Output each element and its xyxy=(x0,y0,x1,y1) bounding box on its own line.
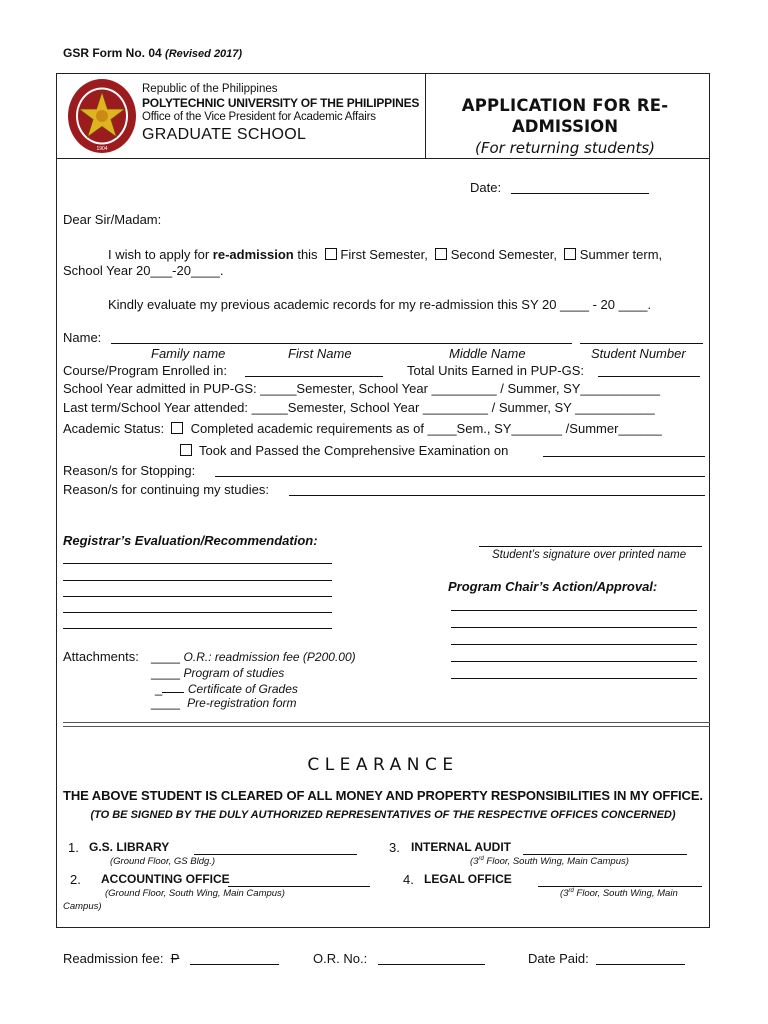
form-title-line1: APPLICATION FOR RE- xyxy=(461,96,669,115)
registrar-evaluation-label: Registrar’s Evaluation/Recommendation: xyxy=(63,533,318,548)
chair-line-1[interactable] xyxy=(451,610,697,611)
salutation: Dear Sir/Madam: xyxy=(63,212,162,227)
form-subtitle: (For returning students) xyxy=(474,139,656,157)
registrar-line-2[interactable] xyxy=(63,580,332,581)
sy-admitted-row[interactable]: School Year admitted in PUP-GS: _____Semester, School Year _________ / Summer, SY___________ xyxy=(63,381,660,396)
office-name: Office of the Vice President for Academic Affairs xyxy=(142,111,376,123)
student-number-caption: Student Number xyxy=(591,346,686,361)
total-units-field[interactable] xyxy=(598,376,700,377)
school-name: GRADUATE SCHOOL xyxy=(142,126,307,143)
first-semester-checkbox[interactable] xyxy=(325,248,337,260)
comprehensive-exam-row xyxy=(180,443,508,458)
student-number-field[interactable] xyxy=(580,343,703,344)
date-paid-field[interactable] xyxy=(596,964,685,965)
registrar-line-1[interactable] xyxy=(63,563,332,564)
student-signature-field[interactable] xyxy=(479,546,702,547)
reason-stopping-field[interactable] xyxy=(215,476,705,477)
evaluate-sentence: Kindly evaluate my previous academic records for my re-admission this SY 20 ____ - 20 ____. xyxy=(108,297,652,312)
peso-sign: P xyxy=(170,951,180,966)
university-name: POLYTECHNIC UNIVERSITY OF THE PHILIPPINES xyxy=(142,96,420,110)
readmission-fee-label: Readmission fee: P xyxy=(63,951,180,966)
attachment-pre-registration[interactable]: ____ Pre-registration form xyxy=(151,695,297,710)
course-label: Course/Program Enrolled in: xyxy=(63,363,228,378)
readmission-fee-field[interactable] xyxy=(190,964,279,965)
attachments-label: Attachments: xyxy=(63,649,139,664)
date-label: Date: xyxy=(470,180,502,195)
date-field[interactable] xyxy=(511,193,649,194)
date-paid-label: Date Paid: xyxy=(528,951,589,966)
name-label: Name: xyxy=(63,330,102,345)
seal-year: 1904 xyxy=(96,146,108,152)
attachment-or-fee[interactable]: ____ O.R.: readmission fee (P200.00) xyxy=(151,649,356,664)
office4-number: 4. xyxy=(403,872,414,887)
comprehensive-exam-date-field[interactable] xyxy=(543,456,705,457)
or-number-label: O.R. No.: xyxy=(313,951,368,966)
apply-sentence: I wish to apply for re-admission this First Semester, Second Semester, Summer term, xyxy=(108,247,663,262)
completed-requirements-label: Completed academic requirements as of ____Sem., SY_______ /Summer______ xyxy=(190,421,662,436)
clearance-title: CLEARANCE xyxy=(307,755,459,775)
last-term-row[interactable]: Last term/School Year attended: _____Semester, School Year _________ / Summer, SY ___________ xyxy=(63,400,655,415)
chair-line-5[interactable] xyxy=(451,678,697,679)
student-signature-caption: Student’s signature over printed name xyxy=(492,549,687,561)
course-field[interactable] xyxy=(245,376,383,377)
chair-line-3[interactable] xyxy=(451,644,697,645)
office2-name: ACCOUNTING OFFICE xyxy=(101,872,230,886)
office1-signature-field[interactable] xyxy=(194,854,357,855)
clearance-statement: THE ABOVE STUDENT IS CLEARED OF ALL MONEY AND PROPERTY RESPONSIBILITIES IN MY OFFICE. xyxy=(63,788,703,803)
comprehensive-exam-label: Took and Passed the Comprehensive Examination on xyxy=(199,443,509,458)
attachment-certificate-of-grades[interactable]: _ Certificate of Grades xyxy=(155,681,298,696)
office4-location-cont: Campus) xyxy=(63,901,102,912)
reason-continuing-field[interactable] xyxy=(289,495,705,496)
revision-note: (Revised 2017) xyxy=(165,48,243,60)
or-number-field[interactable] xyxy=(378,964,485,965)
registrar-line-4[interactable] xyxy=(63,612,332,613)
second-semester-checkbox[interactable] xyxy=(435,248,447,260)
header-divider xyxy=(56,158,710,159)
office1-location: (Ground Floor, GS Bldg.) xyxy=(110,856,216,867)
office3-location: (3rd Floor, South Wing, Main Campus) xyxy=(470,856,629,868)
name-field[interactable] xyxy=(111,343,572,344)
completed-requirements-checkbox[interactable] xyxy=(171,422,183,434)
program-chair-label: Program Chair’s Action/Approval: xyxy=(448,579,658,594)
academic-status-label: Academic Status: xyxy=(63,421,165,436)
office4-signature-field[interactable] xyxy=(538,886,702,887)
office3-number: 3. xyxy=(389,840,400,855)
office2-signature-field[interactable] xyxy=(228,886,370,887)
header-column-divider xyxy=(425,73,426,158)
summer-term-checkbox[interactable] xyxy=(564,248,576,260)
office2-number: 2. xyxy=(70,872,81,887)
chair-line-4[interactable] xyxy=(451,661,697,662)
university-seal-icon xyxy=(67,78,137,154)
republic-label: Republic of the Philippines xyxy=(142,83,278,95)
clearance-note: (TO BE SIGNED BY THE DULY AUTHORIZED REPRESENTATIVES OF THE RESPECTIVE OFFICES CONCERNED) xyxy=(90,809,676,821)
section-separator xyxy=(63,722,710,727)
office1-number: 1. xyxy=(68,840,79,855)
office1-name: G.S. LIBRARY xyxy=(89,840,170,854)
registrar-line-5[interactable] xyxy=(63,628,332,629)
office3-signature-field[interactable] xyxy=(523,854,687,855)
middle-name-caption: Middle Name xyxy=(449,346,526,361)
academic-status-row xyxy=(63,421,662,436)
school-year-field[interactable]: School Year 20___-20____. xyxy=(63,263,224,278)
office2-location: (Ground Floor, South Wing, Main Campus) xyxy=(105,888,285,899)
form-number: GSR Form No. 04 (Revised 2017) xyxy=(63,46,243,60)
reason-continuing-label: Reason/s for continuing my studies: xyxy=(63,482,269,497)
office4-name: LEGAL OFFICE xyxy=(424,872,512,886)
chair-line-2[interactable] xyxy=(451,627,697,628)
comprehensive-exam-checkbox[interactable] xyxy=(180,444,192,456)
first-name-caption: First Name xyxy=(288,346,352,361)
total-units-label: Total Units Earned in PUP-GS: xyxy=(407,363,585,378)
form-title-line2: ADMISSION xyxy=(511,117,619,136)
office3-name: INTERNAL AUDIT xyxy=(411,840,511,854)
reason-stopping-label: Reason/s for Stopping: xyxy=(63,463,196,478)
attachment-program-of-studies[interactable]: ____ Program of studies xyxy=(151,665,285,680)
family-name-caption: Family name xyxy=(151,346,226,361)
registrar-line-3[interactable] xyxy=(63,596,332,597)
office4-location: (3rd Floor, South Wing, Main xyxy=(560,888,678,900)
